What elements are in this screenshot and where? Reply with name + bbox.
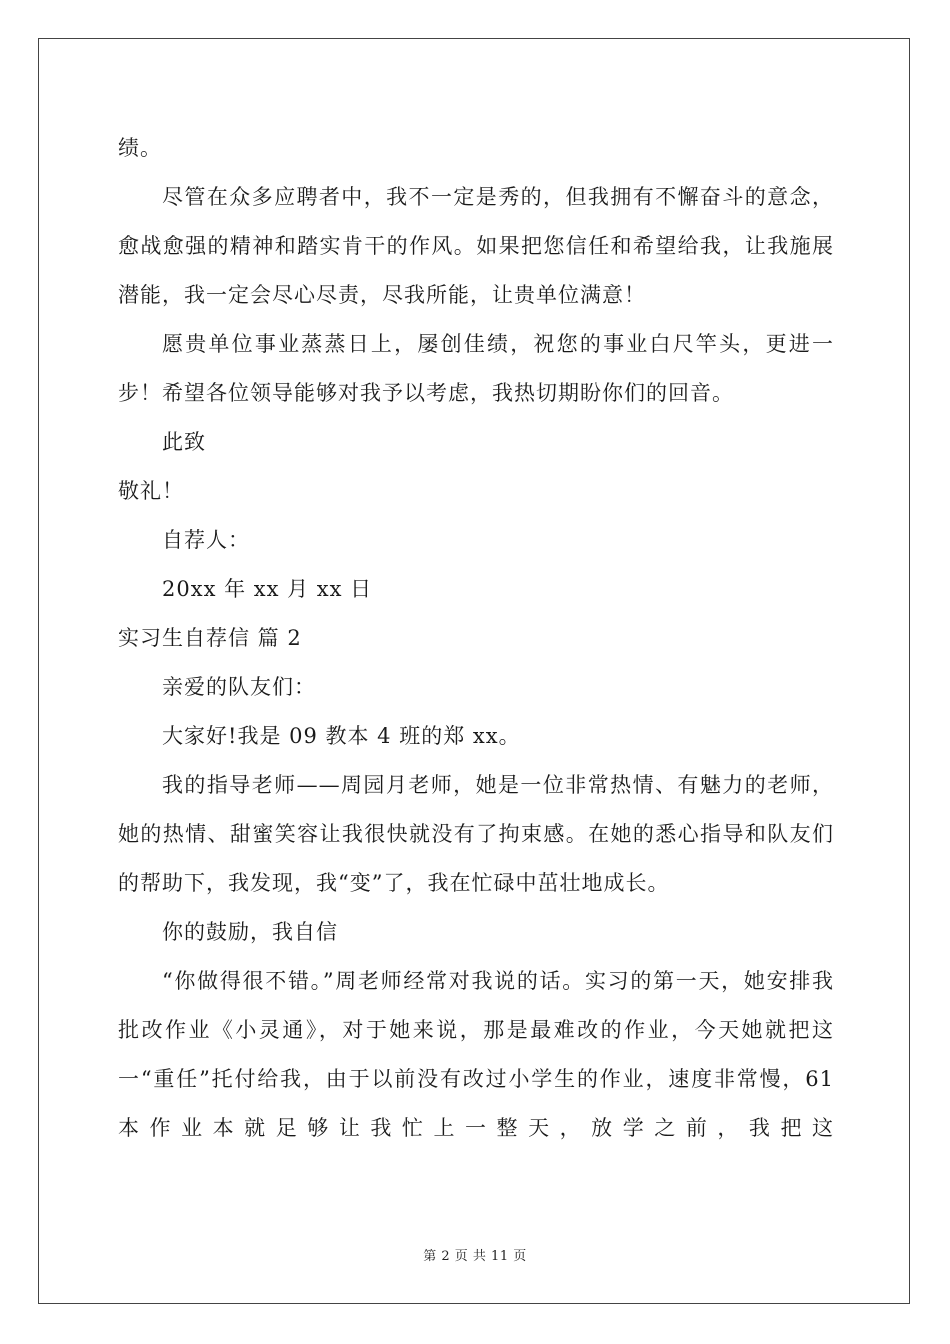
paragraph: 大家好!我是 09 教本 4 班的郑 xx。 [162, 724, 521, 748]
page-number-footer: 第 2 页 共 11 页 [423, 1249, 527, 1264]
document-body [118, 124, 834, 1153]
paragraph-continuation: 绩。 [118, 136, 162, 160]
closing-regards: 敬礼！ [118, 479, 184, 503]
section-title: 实习生自荐信 篇 2 [118, 626, 302, 650]
paragraph: 愿贵单位事业蒸蒸日上，屡创佳绩，祝您的事业白尺竿头，更进一步！希望各位领导能够对我予以考虑，我热切期盼你们的回音。 [118, 332, 834, 405]
date-line: 20xx 年 xx 月 xx 日 [162, 577, 373, 601]
closing-salutation: 此致 [162, 430, 206, 454]
paragraph: “你做得很不错。”周老师经常对我说的话。实习的第一天，她安排我批改作业《小灵通》，对于她来说，那是最难改的作业，今天她就把这一“重任”托付给我，由于以前没有改过小学生的作业，速度非常慢，61 本作业本就足够让我忙上一整天，放学之前，我把这 [118, 969, 834, 1140]
paragraph: 尽管在众多应聘者中，我不一定是秀的，但我拥有不懈奋斗的意念，愈战愈强的精神和踏实肯干的作风。如果把您信任和希望给我，让我施展潜能，我一定会尽心尽责，尽我所能，让贵单位满意！ [118, 185, 834, 307]
signature-label: 自荐人： [162, 528, 250, 552]
paragraph: 我的指导老师——周园月老师，她是一位非常热情、有魅力的老师，她的热情、甜蜜笑容让我很快就没有了拘束感。在她的悉心指导和队友们的帮助下，我发现，我“变”了，我在忙碌中茁壮地成长。 [118, 773, 834, 895]
greeting: 亲爱的队友们： [162, 675, 316, 699]
subheading: 你的鼓励，我自信 [162, 920, 338, 944]
